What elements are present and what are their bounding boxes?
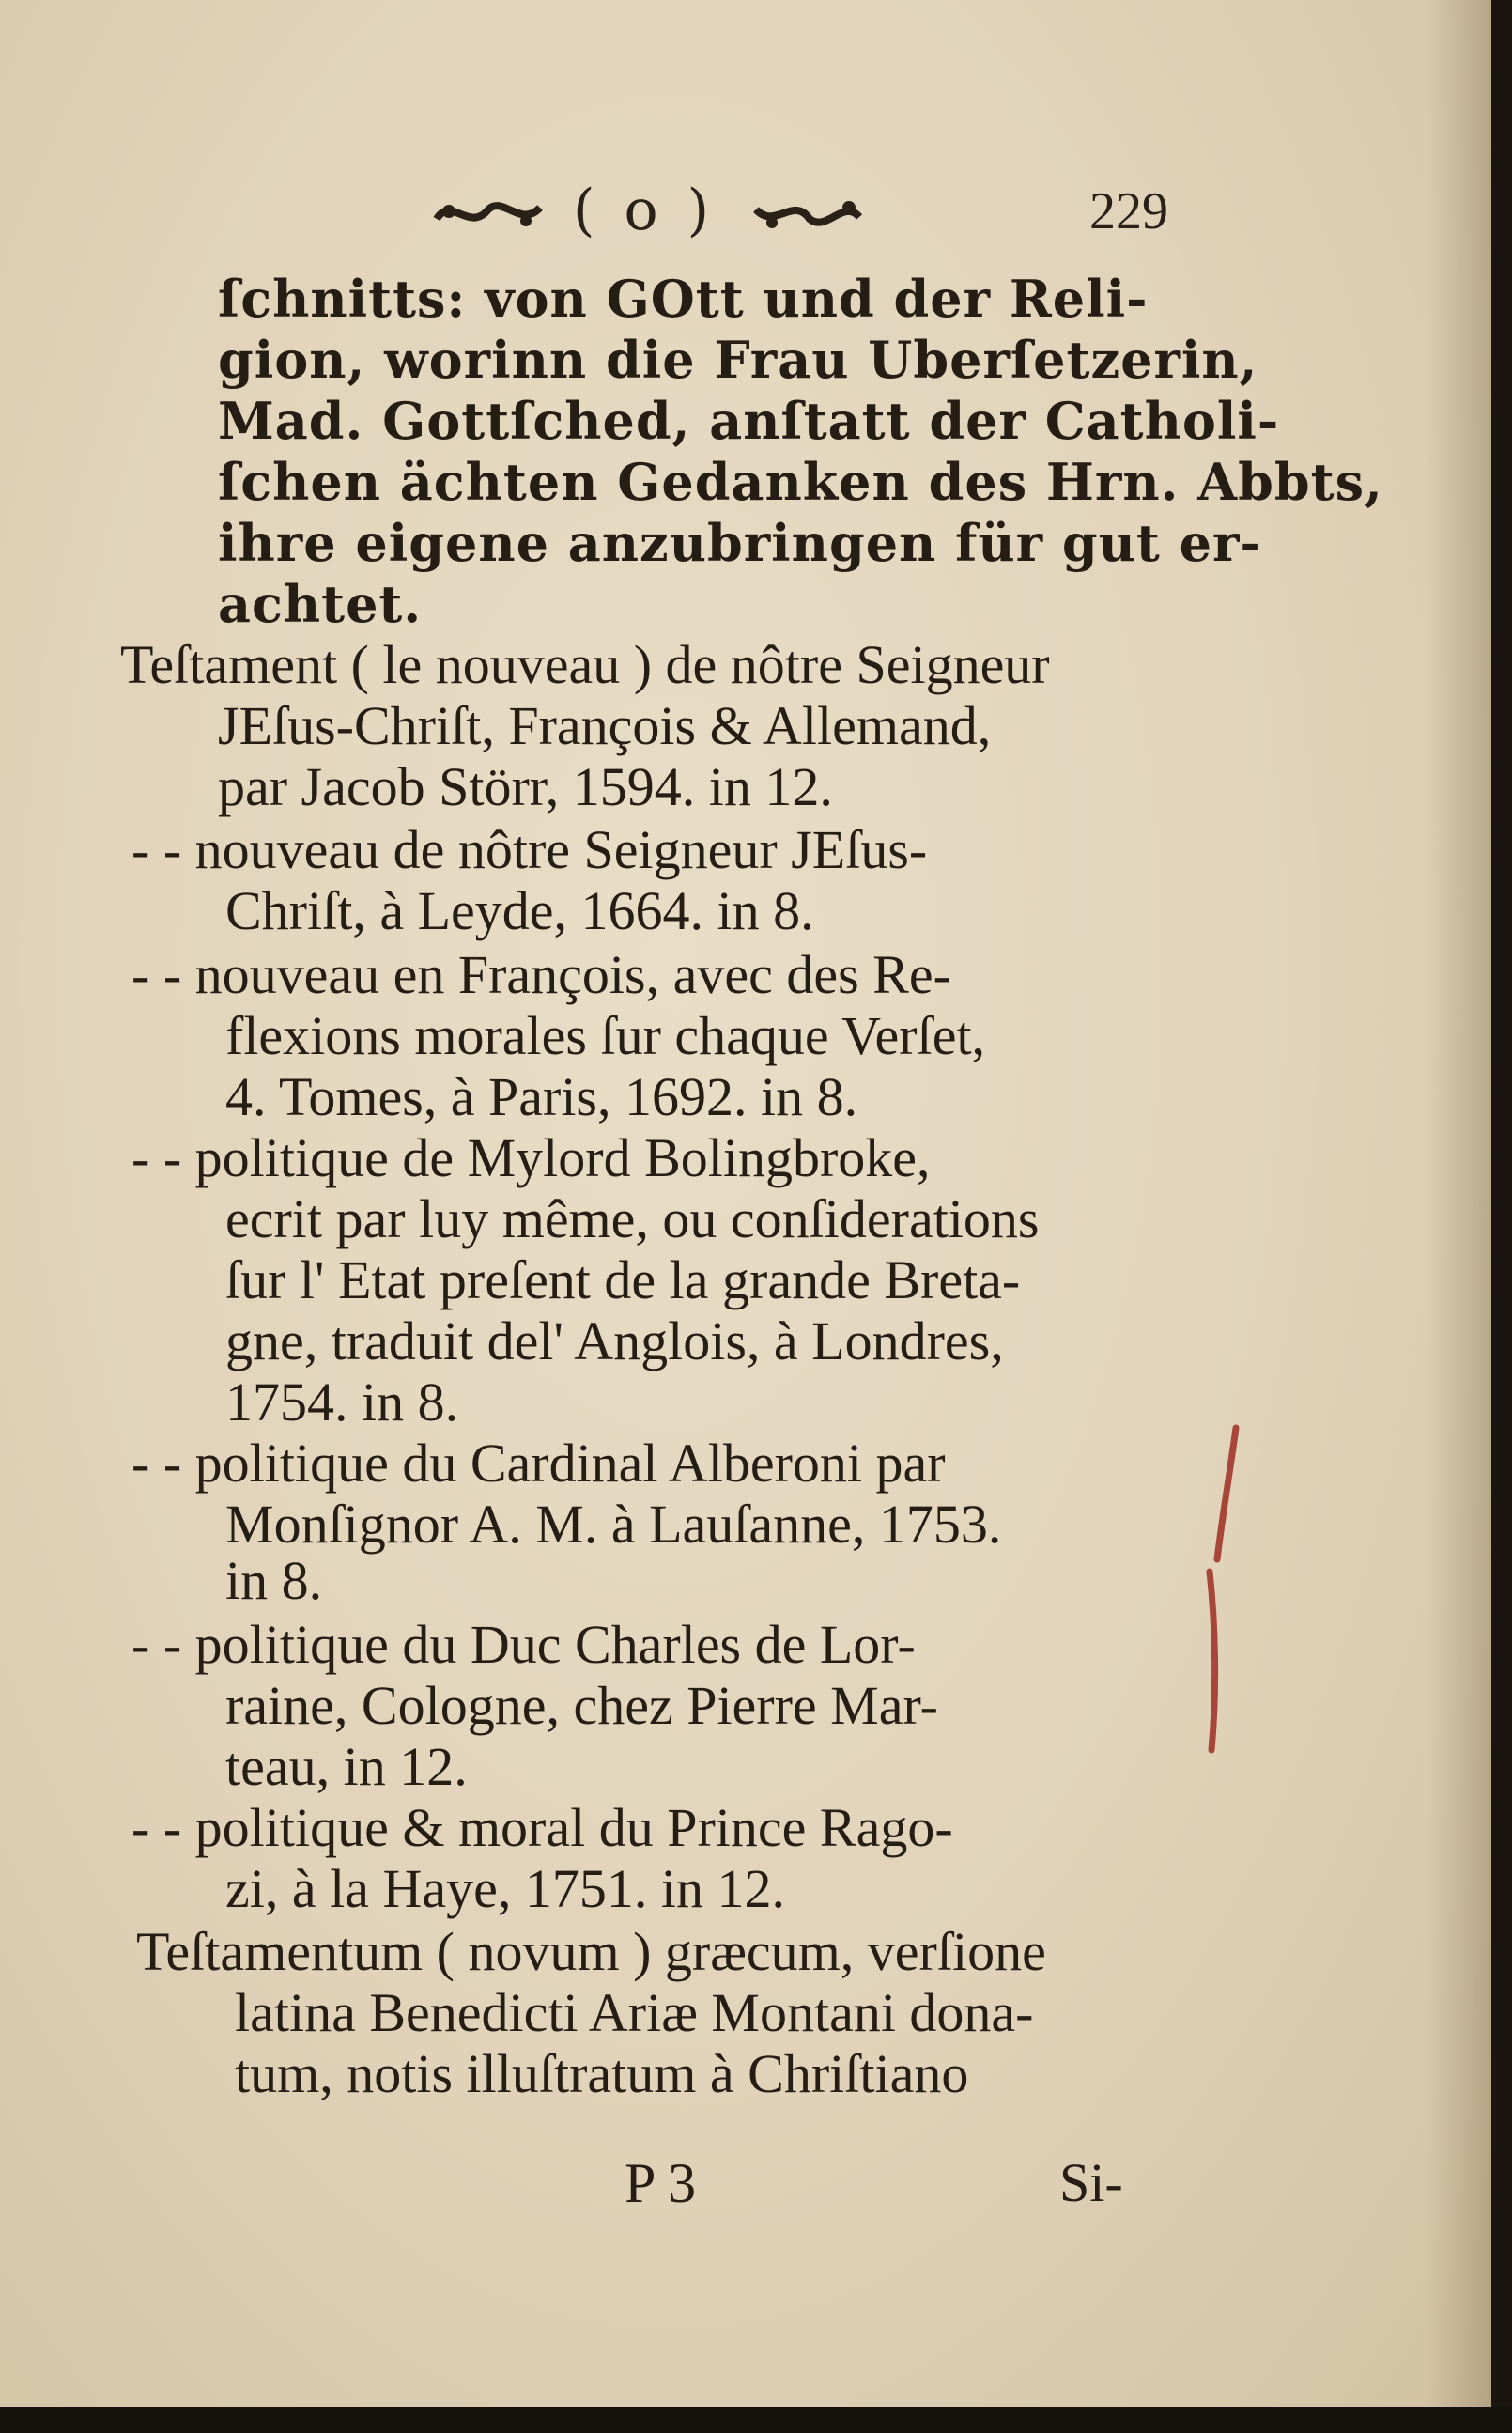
text-line: flexions morales ſur chaque Verſet, (225, 1005, 986, 1066)
text-line: Monſignor A. M. à Lauſanne, 1753. (225, 1494, 1002, 1555)
page-edge-shadow (1426, 0, 1491, 2410)
red-pencil-mark-icon (1210, 1423, 1247, 1564)
text-line: - - nouveau en François, avec des Re- (131, 944, 951, 1005)
text-line: - - politique & moral du Prince Rago- (131, 1797, 953, 1858)
catchword: Si- (1059, 2152, 1123, 2213)
text-line: tum, notis illuſtratum à Chriſtiano (235, 2043, 969, 2104)
text-line: ihre eigene anzubringen für gut er- (218, 513, 1262, 573)
text-line: ſchnitts: von GOtt und der Reli- (218, 269, 1149, 329)
text-line: teau, in 12. (225, 1736, 468, 1797)
text-line: ſur l' Etat preſent de la grande Breta- (225, 1249, 1021, 1310)
text-line: - - politique du Cardinal Alberoni par (131, 1433, 946, 1494)
right-ornament-icon (751, 191, 864, 238)
text-line: - - nouveau de nôtre Seigneur JEſus- (131, 819, 928, 880)
text-line: ecrit par luy même, ou conſiderations (225, 1188, 1040, 1249)
text-line: achtet. (218, 574, 423, 634)
text-line: JEſus-Chriſt, François & Allemand, (218, 695, 992, 756)
text-line: zi, à la Haye, 1751. in 12. (225, 1858, 785, 1919)
text-line: - - politique du Duc Charles de Lor- (131, 1614, 916, 1675)
text-line: 4. Tomes, à Paris, 1692. in 8. (225, 1066, 858, 1127)
text-line: in 8. (225, 1550, 323, 1611)
running-header (432, 178, 1183, 258)
page-number: 229 (1089, 182, 1168, 240)
text-line: raine, Cologne, chez Pierre Mar- (225, 1675, 938, 1736)
text-line: Teſtamentum ( novum ) græcum, verſione (136, 1921, 1046, 1982)
text-line: 1754. in 8. (225, 1371, 459, 1433)
red-pencil-mark-icon (1193, 1567, 1230, 1755)
text-line: latina Benedicti Ariæ Montani dona- (235, 1982, 1034, 2043)
text-line: gne, traduit del' Anglois, à Londres, (225, 1310, 1004, 1371)
scan-background (0, 2407, 1512, 2433)
text-line: ſchen ächten Gedanken des Hrn. Abbts, (218, 452, 1383, 512)
text-line: Teſtament ( le nouveau ) de nôtre Seigneur (120, 634, 1050, 695)
text-line: gion, worinn die Frau Uberſetzerin, (218, 330, 1258, 390)
left-ornament-icon (432, 191, 545, 238)
text-line: par Jacob Störr, 1594. in 12. (218, 756, 833, 817)
text-line: Mad. Gottſched, anſtatt der Catholi- (218, 391, 1280, 451)
signature-mark: P 3 (625, 2152, 697, 2214)
text-line: Chriſt, à Leyde, 1664. in 8. (225, 880, 814, 941)
header-signature: ( o ) (573, 178, 716, 243)
text-line: - - politique de Mylord Bolingbroke, (131, 1127, 931, 1188)
